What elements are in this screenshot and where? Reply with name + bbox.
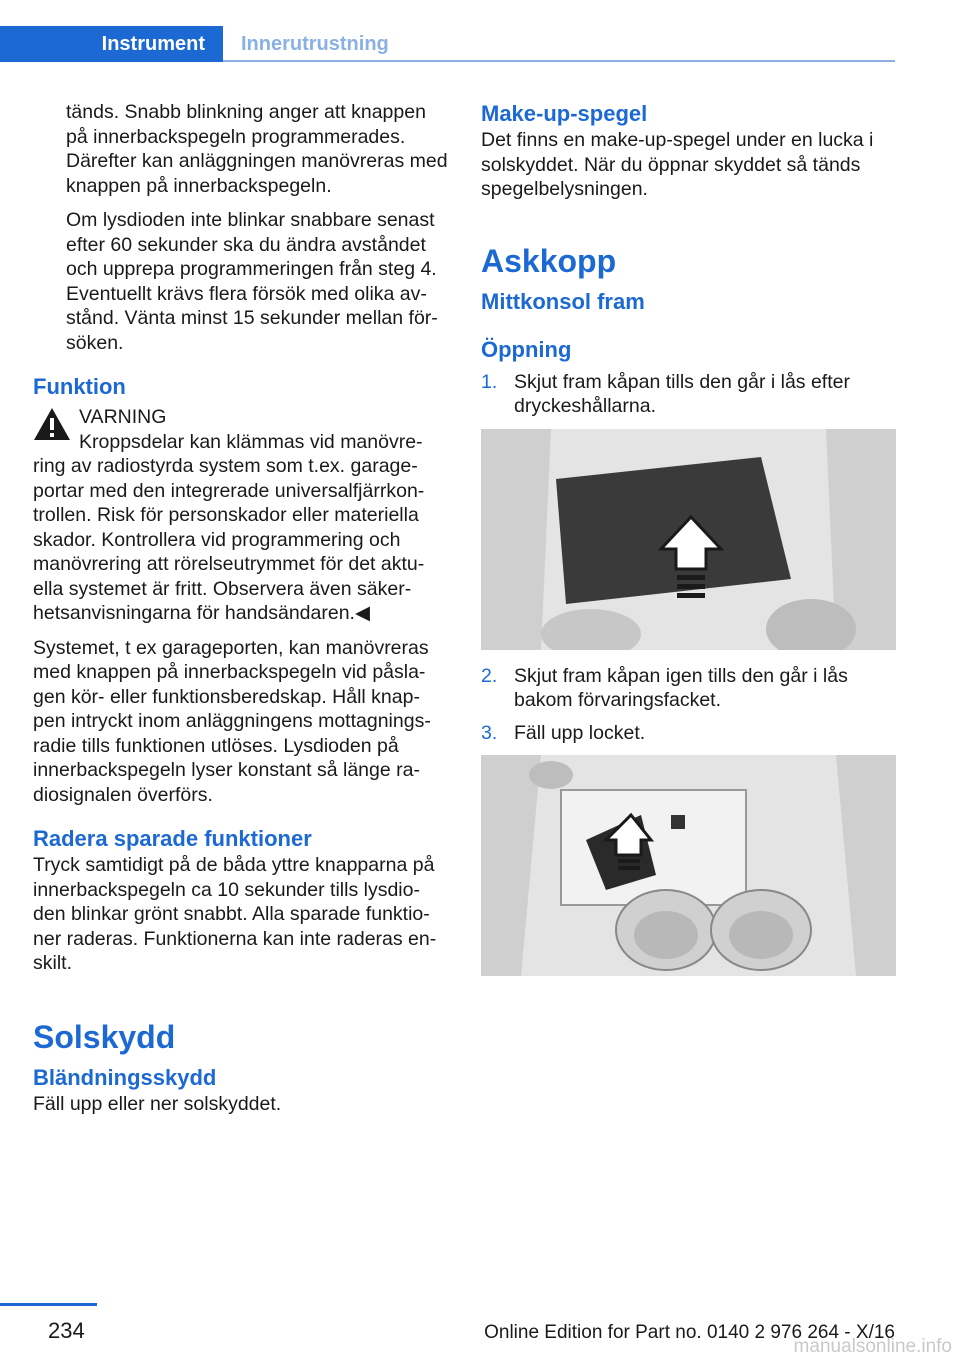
- tab-innerutrustning-label: Innerutrustning: [241, 32, 389, 55]
- step-text: Fäll upp locket.: [514, 721, 646, 744]
- paragraph-programming: tänds. Snabb blinkning anger att knappen på innerbackspegeln programmerades. Därefter kan anläggningen manövreras med knappen på innerbackspegeln.: [66, 101, 448, 197]
- right-column: [481, 100, 896, 990]
- paragraph-blandningsskydd: Fäll upp eller ner solskyddet.: [33, 1092, 282, 1115]
- step-text: Skjut fram kåpan igen tills den går i lås bakom förvaringsfacket.: [514, 664, 848, 711]
- heading-askkopp: Askkopp: [481, 242, 617, 279]
- paragraph-radera: Tryck samtidigt på de båda yttre knapparna på innerbackspegeln ca 10 sekunder tills lysdio-den blinkar grönt snabbt. Alla sparade funktio-ner raderas. Funktionerna kan inte raderas en-skilt.: [33, 854, 437, 974]
- tab-instrument-label: Instrument: [101, 32, 205, 55]
- heading-solskydd: Solskydd: [33, 1018, 176, 1055]
- step-number: 2.: [481, 664, 498, 687]
- warning-block: [33, 405, 448, 626]
- warning-text: Kroppsdelar kan klämmas vid manövre-ring av radiostyrda system som t.ex. garage-portar med den integrerade universalfjärrkon-trollen. Risk för personskador eller materiella skador. Kontrollera vid programmering och manövrering att rörelseutrymmet för det aktu-ella systemet är fritt. Observera även säker-hetsanvisningarna för handsändaren.◀: [33, 430, 425, 624]
- step-text: Skjut fram kåpan tills den går i lås efter dryckeshållarna.: [514, 370, 850, 417]
- paragraph-system: Systemet, t ex garageporten, kan manövreras med knappen på innerbackspegeln vid påsla-gen kör- eller funktionsberedskap. Håll knap-pen intryckt inom anläggningens mottagnings-radie tills funktionen utlöses. Lysdioden på innerbackspegeln lyser konstant så länge ra-diosignalen överförs.: [33, 636, 431, 806]
- edition-footer: Online Edition for Part no. 0140 2 976 264 - X/16: [484, 1322, 895, 1343]
- heading-mittkonsol: Mittkonsol fram: [481, 288, 645, 314]
- heading-radera: Radera sparade funktioner: [33, 826, 312, 851]
- tab-innerutrustning[interactable]: [241, 26, 389, 62]
- left-column: [33, 100, 448, 1126]
- warning-icon: [33, 407, 71, 441]
- list-item: [481, 664, 896, 713]
- heading-funktion: Funktion: [33, 374, 126, 399]
- heading-blandningsskydd: Bländningsskydd: [33, 1064, 217, 1090]
- page-number-rule: [0, 1303, 97, 1306]
- steps-list-continued: [481, 664, 896, 746]
- page-number: 234: [48, 1318, 85, 1343]
- list-item: [481, 370, 896, 419]
- ashtray-open-illustration: [481, 755, 896, 976]
- heading-oppning: Öppning: [481, 336, 572, 362]
- paragraph-led-note: Om lysdioden inte blinkar snabbare senast efter 60 sekunder ska du ändra avståndet och upprepa programmeringen från steg 4. Eventuellt krävs flera försök med olika av-stånd. Vänta minst 15 sekunder mellan för-söken.: [66, 209, 438, 354]
- steps-list: [481, 370, 896, 419]
- warning-title: VARNING: [79, 406, 167, 428]
- paragraph-makeup: Det finns en make-up-spegel under en lucka i solskyddet. När du öppnar skyddet så tänds spegelbelysningen.: [481, 129, 874, 200]
- step-number: 3.: [481, 721, 498, 744]
- console-cover-illustration: [481, 429, 896, 650]
- header-divider: [223, 60, 895, 62]
- watermark: manualsonline.info: [793, 1336, 952, 1357]
- tab-instrument[interactable]: [0, 26, 223, 62]
- step-number: 1.: [481, 370, 498, 393]
- heading-makeup: Make-up-spegel: [481, 101, 648, 126]
- list-item: [481, 721, 896, 746]
